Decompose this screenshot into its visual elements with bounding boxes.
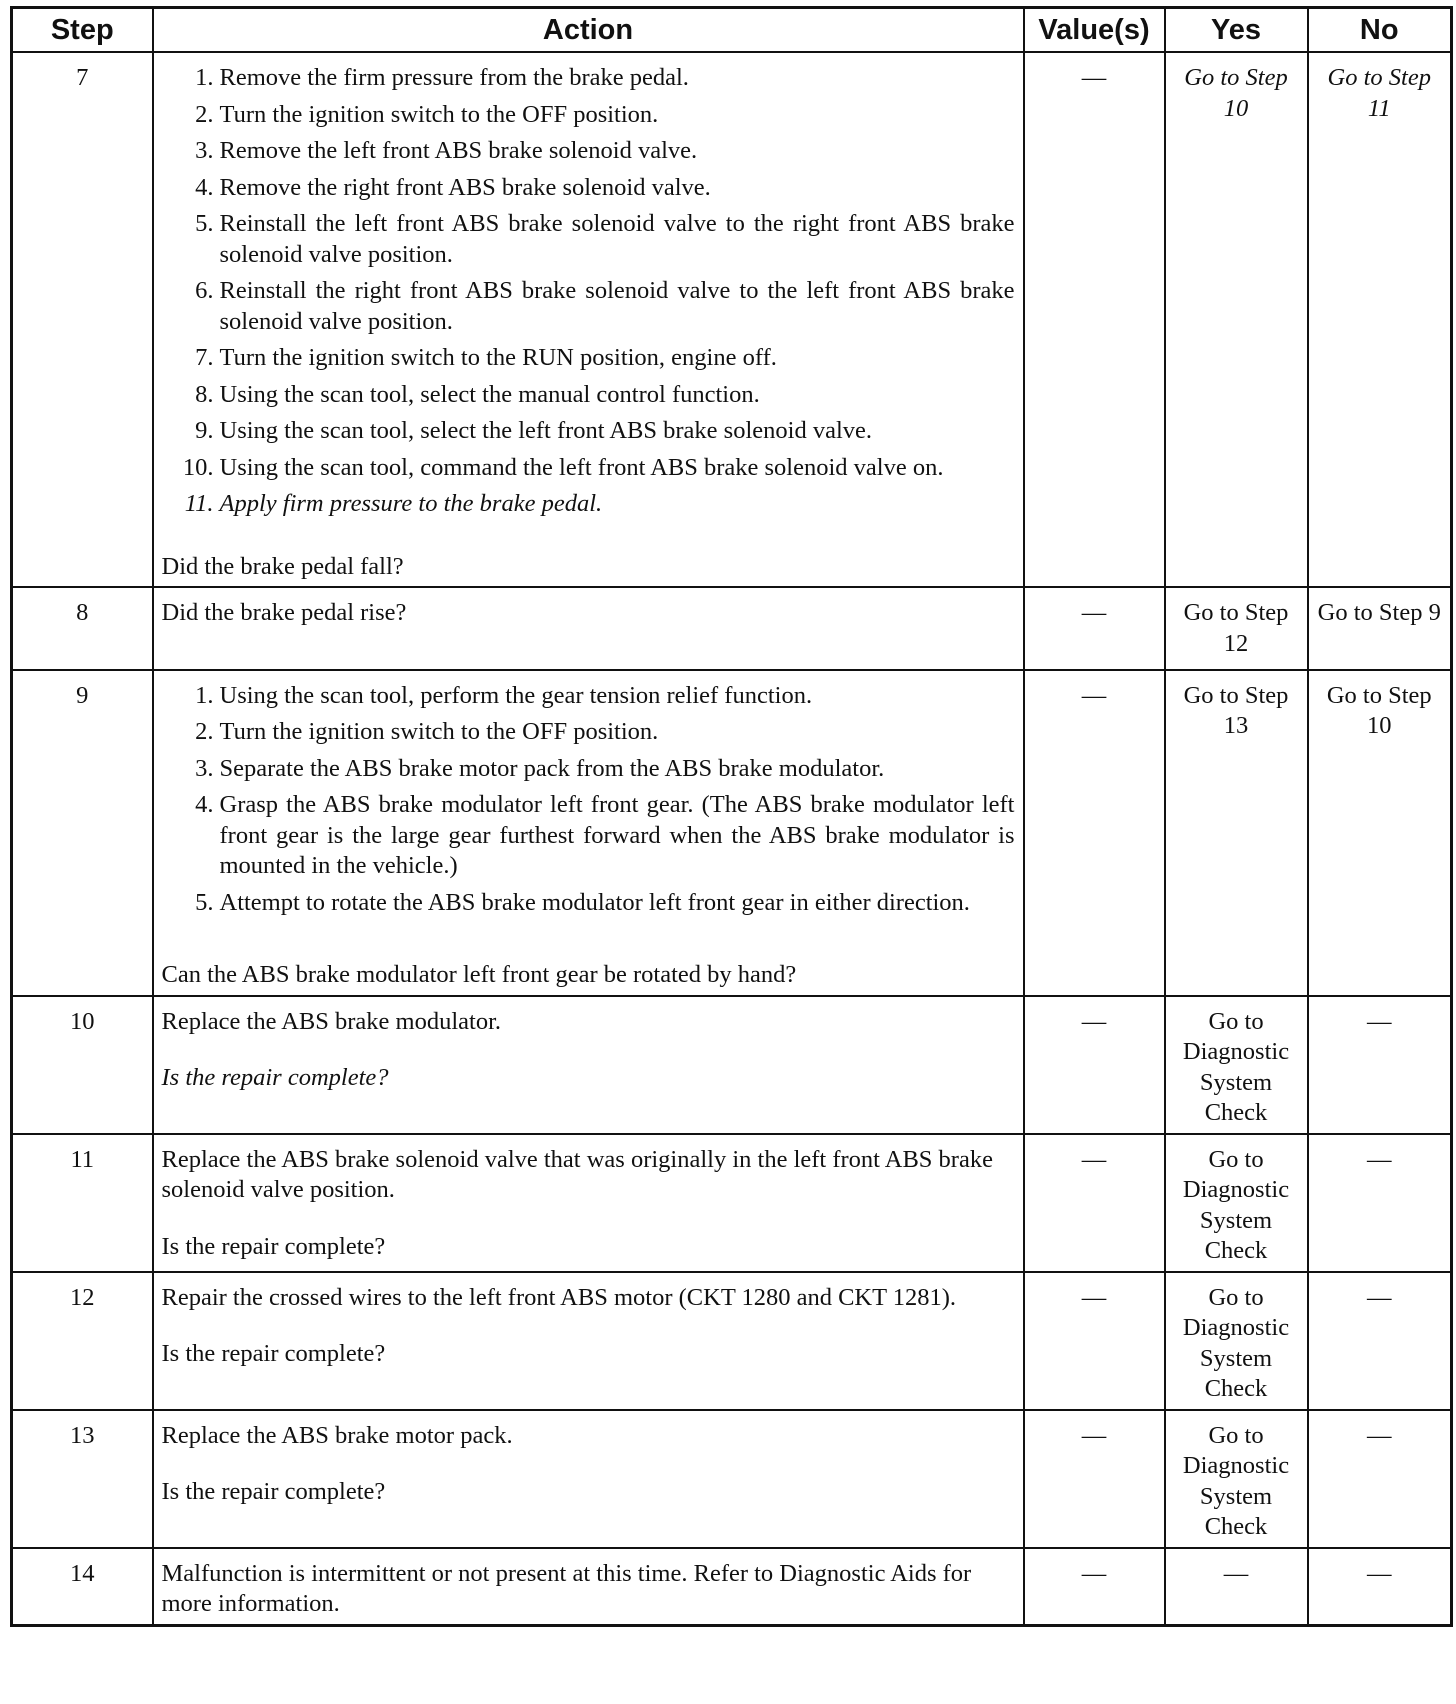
yes-cell: Go to Step 12	[1165, 587, 1308, 670]
step-number: 7	[12, 52, 153, 587]
header-yes: Yes	[1165, 8, 1308, 53]
step-number: 10	[12, 996, 153, 1134]
list-item: 3. Separate the ABS brake motor pack from the ABS brake modulator.	[195, 754, 885, 782]
action-cell	[153, 996, 1024, 1134]
header-value: Value(s)	[1024, 8, 1165, 53]
no-cell: —	[1308, 1272, 1452, 1410]
table-row-step-14	[12, 1548, 1452, 1626]
table-row-step-12	[12, 1272, 1452, 1410]
action-cell	[153, 1410, 1024, 1548]
list-item: 2. Turn the ignition switch to the OFF position.	[195, 718, 659, 745]
list-item: 2. Turn the ignition switch to the OFF position.	[195, 100, 659, 128]
question-text: Is the repair complete?	[161, 1340, 386, 1367]
no-cell: Go to Step 10	[1308, 670, 1452, 996]
list-item: 5. Attempt to rotate the ABS brake modulator left front gear in either direction.	[195, 888, 970, 916]
action-list	[162, 63, 1015, 520]
action-cell	[153, 1134, 1024, 1272]
no-cell: —	[1308, 1548, 1452, 1626]
yes-cell: Go to Diagnostic System Check	[1165, 1134, 1308, 1272]
action-text: Malfunction is intermittent or not present at this time. Refer to Diagnostic Aids for more information.	[161, 1559, 972, 1617]
list-item: 4. Remove the right front ABS brake solenoid valve.	[195, 173, 711, 201]
action-cell	[153, 1272, 1024, 1410]
step-number: 12	[12, 1272, 153, 1410]
list-item: 1. Remove the firm pressure from the brake pedal.	[195, 64, 689, 91]
no-cell: Go to Step 9	[1308, 587, 1452, 670]
value-cell: —	[1024, 1548, 1165, 1626]
action-cell	[153, 52, 1024, 587]
list-item: 6. Reinstall the right front ABS brake solenoid valve to the left front ABS brake solenoid valve position.	[195, 277, 1015, 335]
action-list	[162, 681, 1015, 919]
diagnostic-table	[10, 6, 1453, 1627]
value-cell: —	[1024, 52, 1165, 587]
action-text: Repair the crossed wires to the left front ABS motor (CKT 1280 and CKT 1281).	[161, 1283, 957, 1311]
question-text: Did the brake pedal fall?	[161, 552, 404, 580]
no-cell: —	[1308, 996, 1452, 1134]
yes-cell: —	[1165, 1548, 1308, 1626]
yes-cell: Go to Step 13	[1165, 670, 1308, 996]
table-row-step-13	[12, 1410, 1452, 1548]
list-item: 5. Reinstall the left front ABS brake solenoid valve to the right front ABS brake solenoid valve position.	[195, 210, 1015, 268]
list-item: 1. Using the scan tool, perform the gear tension relief function.	[195, 681, 813, 709]
table-row-step-10	[12, 996, 1452, 1134]
yes-cell: Go to Diagnostic System Check	[1165, 1272, 1308, 1410]
step-number: 13	[12, 1410, 153, 1548]
list-item: 11. Apply firm pressure to the brake pedal.	[184, 490, 603, 517]
value-cell: —	[1024, 1272, 1165, 1410]
header-step: Step	[12, 8, 153, 53]
header-row	[12, 8, 1452, 53]
header-no: No	[1308, 8, 1452, 53]
value-cell: —	[1024, 1410, 1165, 1548]
diagnostic-document	[10, 6, 1450, 1627]
question-text: Is the repair complete?	[161, 1478, 386, 1505]
action-text: Did the brake pedal rise?	[161, 599, 407, 626]
value-cell: —	[1024, 587, 1165, 670]
no-cell: Go to Step 11	[1308, 52, 1452, 587]
action-text: Replace the ABS brake motor pack.	[161, 1421, 513, 1449]
list-item: 8. Using the scan tool, select the manual control function.	[195, 380, 760, 408]
question-text: Is the repair complete?	[161, 1232, 386, 1260]
table-row-step-8	[12, 587, 1452, 670]
list-item: 7. Turn the ignition switch to the RUN position, engine off.	[195, 344, 777, 371]
header-action: Action	[153, 8, 1024, 53]
question-text: Can the ABS brake modulator left front gear be rotated by hand?	[161, 961, 797, 988]
list-item: 3. Remove the left front ABS brake solenoid valve.	[195, 137, 698, 164]
step-number: 8	[12, 587, 153, 670]
step-number: 9	[12, 670, 153, 996]
list-item: 10. Using the scan tool, command the left front ABS brake solenoid valve on.	[182, 453, 944, 481]
action-cell	[153, 670, 1024, 996]
question-text: Is the repair complete?	[161, 1064, 389, 1091]
no-cell: —	[1308, 1410, 1452, 1548]
table-row-step-9	[12, 670, 1452, 996]
list-item: 4. Grasp the ABS brake modulator left front gear. (The ABS brake modulator left front gear is the large gear furthest forward when the ABS brake modulator is mounted in the vehicle.)	[195, 791, 1015, 879]
yes-cell: Go to Diagnostic System Check	[1165, 1410, 1308, 1548]
yes-cell: Go to Step 10	[1165, 52, 1308, 587]
action-cell	[153, 1548, 1024, 1626]
action-text: Replace the ABS brake solenoid valve that was originally in the left front ABS brake solenoid valve position.	[161, 1145, 993, 1203]
step-number: 11	[12, 1134, 153, 1272]
value-cell: —	[1024, 996, 1165, 1134]
table-row-step-7	[12, 52, 1452, 587]
value-cell: —	[1024, 670, 1165, 996]
yes-cell: Go to Diagnostic System Check	[1165, 996, 1308, 1134]
action-text: Replace the ABS brake modulator.	[161, 1007, 502, 1035]
list-item: 9. Using the scan tool, select the left front ABS brake solenoid valve.	[195, 417, 873, 444]
action-cell	[153, 587, 1024, 670]
no-cell: —	[1308, 1134, 1452, 1272]
step-number: 14	[12, 1548, 153, 1626]
value-cell: —	[1024, 1134, 1165, 1272]
table-row-step-11	[12, 1134, 1452, 1272]
